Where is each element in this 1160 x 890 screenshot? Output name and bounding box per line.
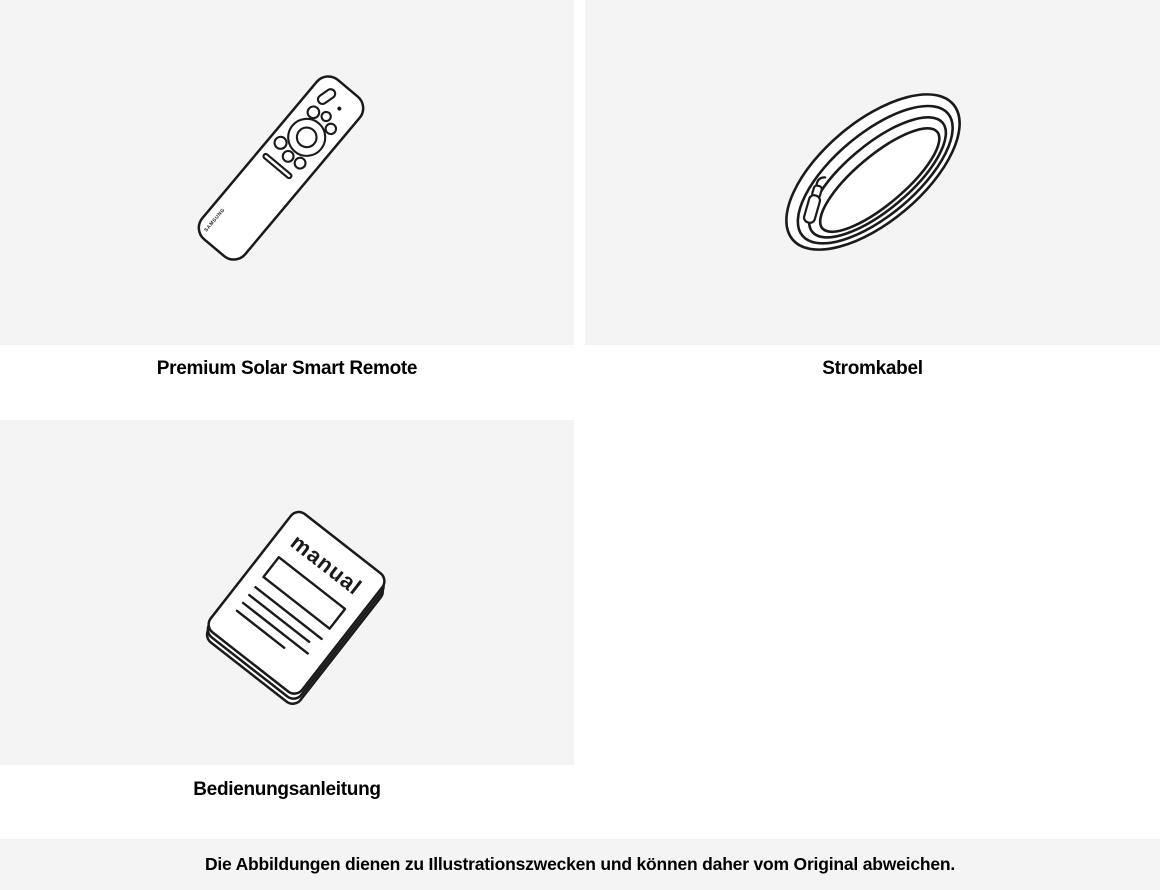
remote-brand-text: SAMSUNG — [203, 207, 227, 234]
cable-coil-loop — [760, 66, 985, 278]
manual-cover-text: manual — [285, 529, 367, 601]
accessory-card-cable — [585, 0, 1160, 345]
accessory-card-manual — [0, 420, 574, 765]
accessory-label-remote: Premium Solar Smart Remote — [156, 358, 418, 379]
user-manual-illustration — [0, 420, 574, 765]
footer-disclaimer-text: Die Abbildungen dienen zu Illustrationszwecken und können daher vom Original abweichen. — [204, 854, 956, 874]
accessory-card-remote — [0, 0, 574, 345]
footer-disclaimer-bar — [0, 839, 1160, 890]
power-cable-illustration — [585, 0, 1160, 345]
accessory-label-manual: Bedienungsanleitung — [193, 779, 381, 800]
solar-remote-illustration — [0, 0, 574, 345]
accessory-label-cable: Stromkabel — [822, 358, 923, 379]
